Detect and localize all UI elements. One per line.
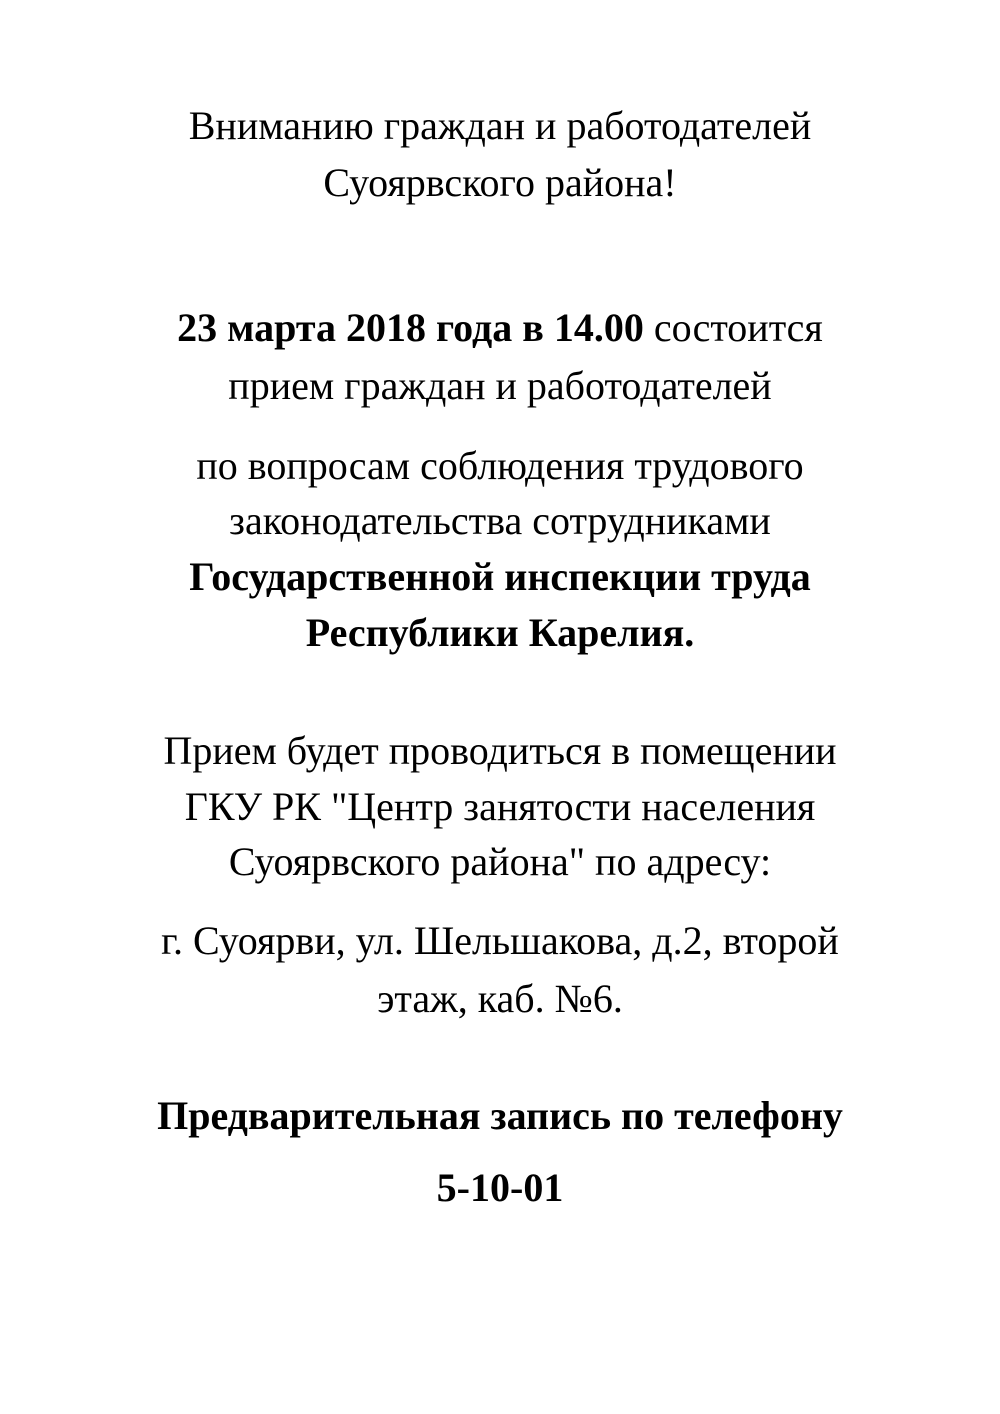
- heading-line-1: Вниманию граждан и работодателей: [188, 103, 812, 148]
- location-line-1: Прием будет проводиться в помещении: [163, 728, 837, 773]
- event-verb: состоится: [643, 305, 823, 350]
- address-line-2: этаж, каб. №6.: [377, 976, 623, 1021]
- registration-label: Предварительная запись по телефону: [157, 1093, 843, 1138]
- announcement-line-2: прием граждан и работодателей: [228, 363, 772, 408]
- address-line-1: г. Суоярви, ул. Шельшакова, д.2, второй: [161, 918, 839, 963]
- heading-line-2: Суоярвского района!: [323, 160, 677, 205]
- announcement-line-3: по вопросам соблюдения трудового: [196, 443, 804, 488]
- agency-name-line-2: Республики Карелия.: [305, 610, 695, 655]
- location-line-2: ГКУ РК "Центр занятости населения: [184, 784, 816, 829]
- registration-phone: 5-10-01: [436, 1165, 564, 1210]
- event-date-time: 23 марта 2018 года в 14.00: [177, 305, 644, 350]
- announcement-line-4: законодательства сотрудниками: [229, 498, 771, 543]
- location-line-3: Суоярвского района" по адресу:: [228, 839, 772, 884]
- agency-name-line-1: Государственной инспекции труда: [189, 554, 811, 599]
- announcement-line-1: [0, 304, 1000, 352]
